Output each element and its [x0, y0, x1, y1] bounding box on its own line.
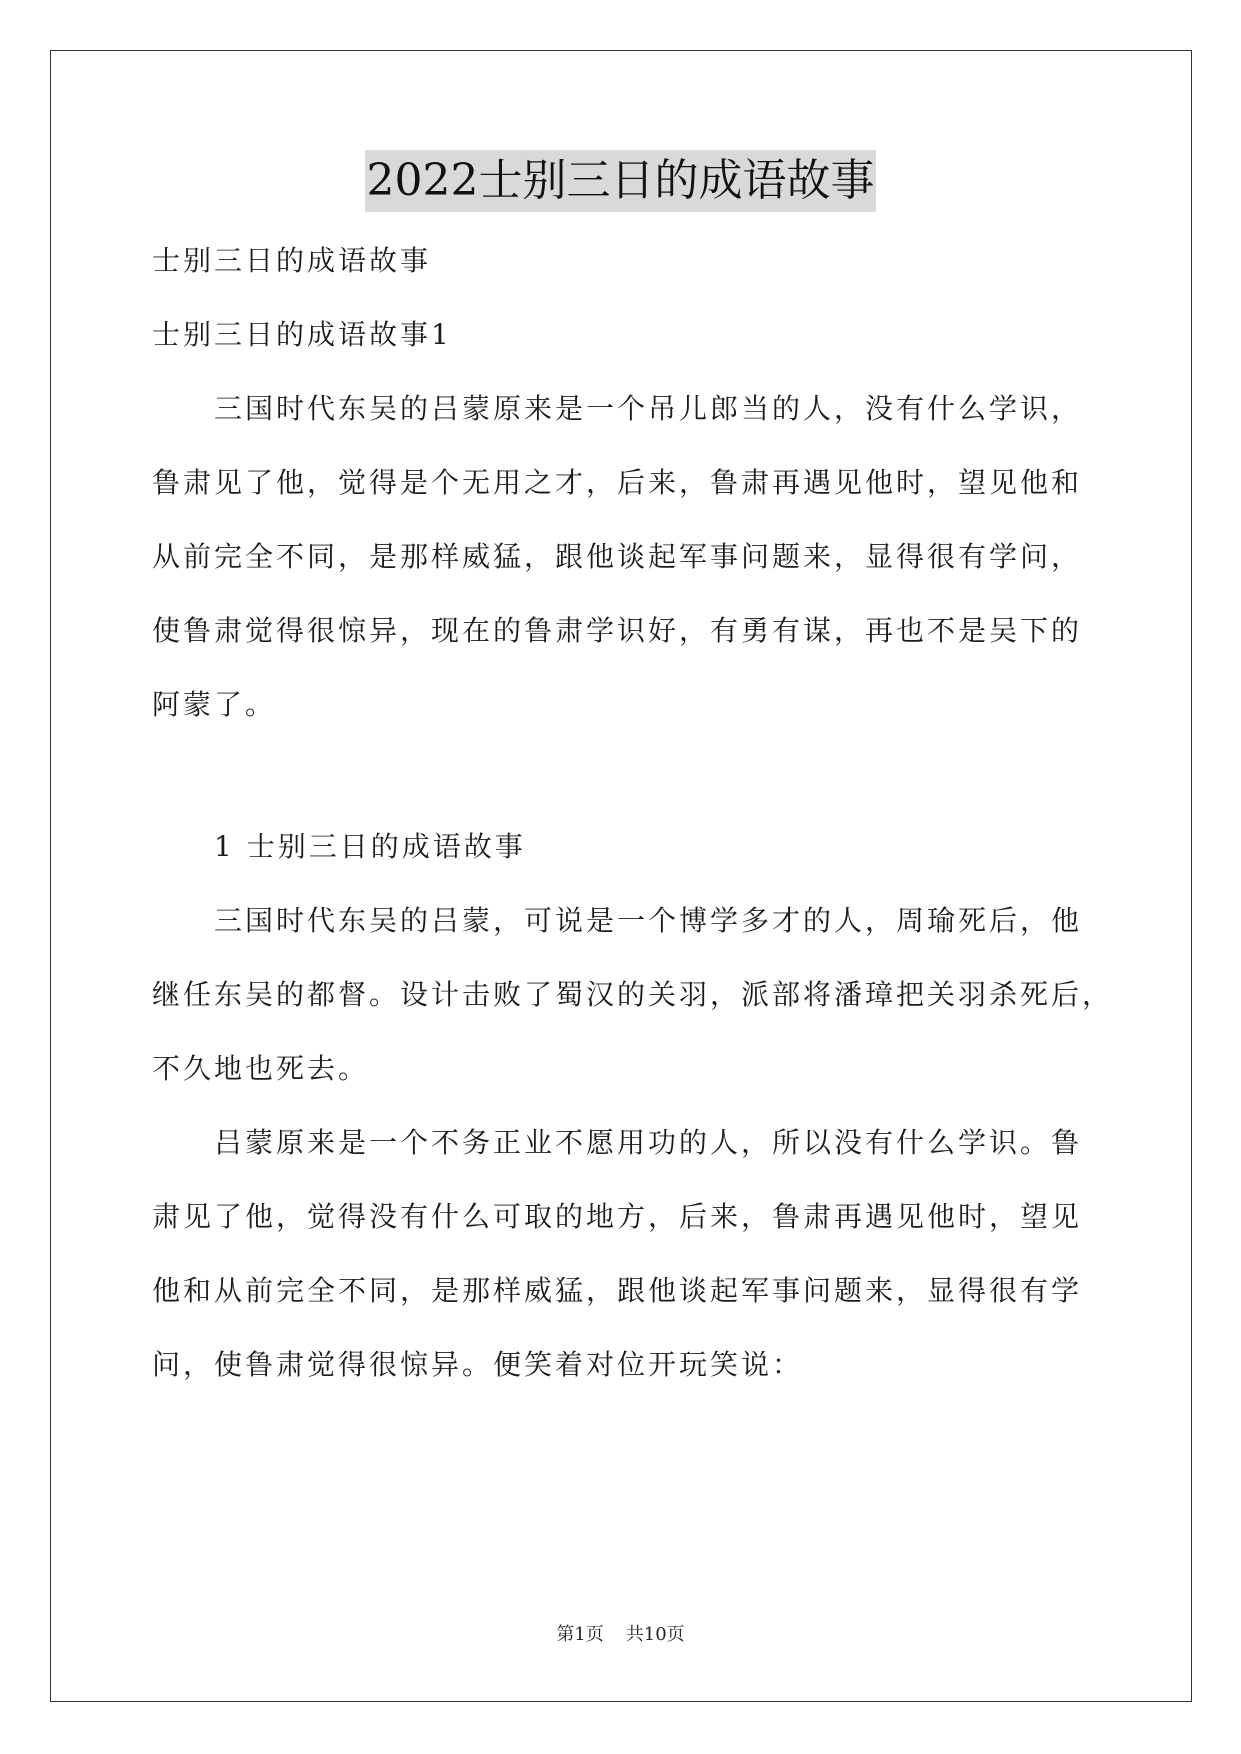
- paragraph-2-line-1: 三国时代东吴的吕蒙，可说是一个博学多才的人，周瑜死后，他: [214, 904, 1083, 937]
- page-border: [50, 50, 1192, 1702]
- heading-1: 士别三日的成语故事: [152, 244, 432, 277]
- page-footer: [0, 1622, 1241, 1648]
- paragraph-3-line-2: 肃见了他，觉得没有什么可取的地方，后来，鲁肃再遇见他时，望见: [152, 1200, 1083, 1233]
- heading-2: 士别三日的成语故事1: [152, 318, 452, 351]
- paragraph-1-line-3: 从前完全不同，是那样威猛，跟他谈起军事问题来，显得很有学问，: [152, 540, 1083, 573]
- document-title: 2022士别三日的成语故事: [365, 150, 877, 212]
- paragraph-3-line-1: 吕蒙原来是一个不务正业不愿用功的人，所以没有什么学识。鲁: [214, 1126, 1083, 1159]
- title-block: [0, 150, 1241, 212]
- paragraph-3-line-3: 他和从前完全不同，是那样威猛，跟他谈起军事问题来，显得很有学: [152, 1274, 1083, 1307]
- paragraph-3-line-4: 问，使鲁肃觉得很惊异。便笑着对位开玩笑说：: [152, 1348, 804, 1381]
- paragraph-1-line-2: 鲁肃见了他，觉得是个无用之才，后来，鲁肃再遇见他时，望见他和: [152, 466, 1083, 499]
- paragraph-2-line-3: 不久地也死去。: [152, 1052, 370, 1085]
- total-pages: 共10页: [625, 1624, 685, 1645]
- paragraph-1-line-5: 阿蒙了。: [152, 688, 277, 721]
- page-number: 第1页: [556, 1624, 604, 1645]
- paragraph-2-line-2: 继任东吴的都督。设计击败了蜀汉的关羽，派部将潘璋把关羽杀死后，: [152, 978, 1114, 1011]
- paragraph-1-line-4: 使鲁肃觉得很惊异，现在的鲁肃学识好，有勇有谋，再也不是吴下的: [152, 614, 1083, 647]
- paragraph-1-line-1: 三国时代东吴的吕蒙原来是一个吊儿郎当的人，没有什么学识，: [214, 392, 1083, 425]
- heading-3: 1 士别三日的成语故事: [214, 830, 526, 863]
